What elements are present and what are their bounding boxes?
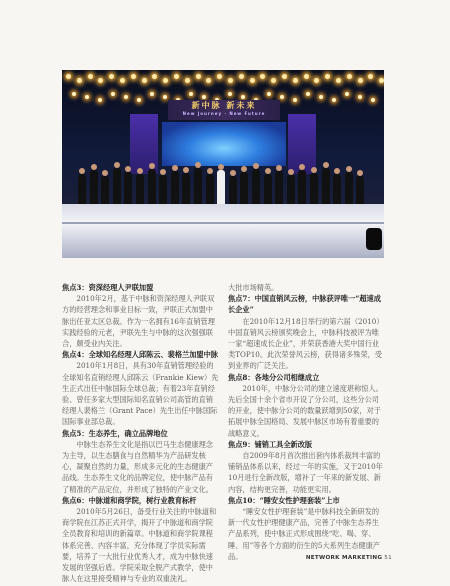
stage-light [142, 78, 147, 83]
person-silhouette [206, 174, 214, 204]
section-body: 2010年1月8日，具有30年直销管理经验的全球知名直销经理人邱陈云（Frankie Kiew）先生正式出任中脉国际全球总裁；有着23年直销经验、曾任多家大型国际知名直销公司高管的直销经理人裴格兰（Grant Pace）先生出任中脉国际国际事业部总裁。 [62, 361, 219, 427]
person-silhouette [322, 168, 330, 204]
section-body: 2010年5月26日，备受行业关注的中脉道和商学院在江苏正式开学，揭开了中脉道和商学院全员教育和培训的新篇章。中脉道和商学院课程体系完善、内容丰富，充分体现了学员实际需要，培养了一大批行业优秀人才，成为中脉快速发展的坚强后盾。学院采取全脱产式教学，使中脉人在这里接受精神与专业的双重洗礼。 [62, 507, 217, 584]
person-silhouette [310, 173, 318, 204]
stage-light [206, 78, 211, 83]
section-heading [62, 428, 220, 439]
stage-light [217, 74, 222, 79]
person-silhouette [101, 176, 109, 204]
section-body: 大批市场精英。 [228, 283, 279, 292]
section-body: 2010年2月，基于中脉和资深经理人尹联双方的经营理念和事业目标一致，尹联正式加盟中脉出任亚太区总裁。作为一名拥有16年直销管理实践经验的元老，尹联先生与中脉的这次强强联合，颇受业内关注。 [62, 294, 215, 349]
section-body: 自2009年8月首次推出套内体系裁判丰富的铺销品体系以来，经过一年的实施，又于2010年10月进行全新改版，增补了一年来的新发展、新内容，结构更完善，功能更实用。 [228, 451, 383, 494]
stage-light [314, 78, 319, 83]
stage-light [124, 95, 128, 99]
person-silhouette [229, 176, 237, 204]
focus-section [228, 372, 386, 439]
focus-section [228, 439, 386, 495]
section-heading [228, 372, 386, 383]
stage-light [185, 78, 190, 83]
stage-light [267, 92, 271, 96]
person-silhouette [333, 174, 341, 204]
person-silhouette [345, 172, 353, 204]
person-silhouette [356, 176, 364, 204]
left-text-column [62, 282, 220, 584]
magazine-name: NETWORK MARKETING [305, 555, 383, 561]
section-heading [62, 282, 220, 293]
section-label: 焦点6： [62, 495, 89, 505]
section-body: “睡安女性护理套装”是中脉科技全新研发的新一代女性护理健康产品，完善了中脉生态养生产品系列，使中脉正式形成围绕“吃、喝、穿、睡、用”等各个方面的衍生的5大系列生态健康产品。 [228, 507, 380, 561]
stage-light [304, 74, 309, 79]
section-heading [228, 439, 386, 450]
section-title: 铺销工具全新改版 [254, 439, 313, 449]
stage-lights-top [62, 74, 384, 88]
section-heading [62, 349, 220, 360]
section-label: 焦点10： [228, 495, 260, 505]
person-silhouette [159, 175, 167, 204]
section-body: 中脉生态养生文化是指以巴马生态健康理念为主导，以生态膳食与自然精华为产品研发核心，凝聚自然的力量，形成多元化的生态健康产品线。生态养生文化的品牌定位，使中脉产品有了精准的产品定位，并形成了独特的产业文化。 [62, 439, 213, 494]
stage-banner [168, 100, 280, 120]
stage-light [202, 95, 206, 99]
person-silhouette [148, 169, 156, 204]
stage-light [347, 74, 352, 79]
stage-light [152, 74, 157, 79]
stage-light [241, 95, 245, 99]
person-silhouette [136, 174, 144, 204]
section-body: 在2010年12月18日举行的第六届（2010）中国直销风云榜颁奖晚会上，中脉科技被评为唯一家“超速成长企业”，并荣获香港大奖中国行业类TOP10。此次荣誉风云榜，获得诸多殊荣，受到业界的广泛关注。 [228, 316, 384, 371]
focus-section [62, 428, 220, 495]
stage-light [72, 92, 76, 96]
section-title: 各地分公司相继成立 [254, 372, 320, 382]
person-silhouette [182, 173, 190, 204]
camera-silhouette [366, 228, 382, 250]
person-silhouette [275, 171, 283, 204]
focus-section [62, 282, 220, 349]
section-title: 生态养生，确立品牌地位 [88, 428, 168, 438]
stage-light [98, 78, 103, 83]
section-label: 焦点5： [62, 428, 89, 438]
person-silhouette [171, 171, 179, 204]
stage-light [325, 74, 330, 79]
stage-light [150, 92, 154, 96]
stage-banner-subtitle: New Journey · New Future [182, 111, 266, 116]
page-number: 51 [384, 555, 392, 561]
section-label: 焦点8： [228, 372, 255, 382]
stage-light [358, 95, 362, 99]
person-silhouette [252, 169, 260, 204]
section-label: 焦点4： [62, 350, 89, 360]
person-silhouette [264, 174, 272, 204]
stage-light [77, 78, 82, 83]
section-label: 焦点9： [228, 439, 255, 449]
stage-light [345, 92, 349, 96]
focus-section [228, 293, 386, 371]
focus-section [62, 495, 220, 585]
section-title: 中脉道和商学院，树行业教育标杆 [88, 495, 197, 505]
section-heading [228, 293, 386, 315]
stage-light [66, 74, 71, 79]
stage-light [163, 95, 167, 99]
section-title: 中国直销风云榜，中脉获评唯一“超速成长企业” [228, 294, 381, 315]
stage-light [293, 78, 298, 83]
stage-light [379, 78, 384, 83]
stage-light [260, 74, 265, 79]
stage-light [336, 78, 341, 83]
person-silhouette [113, 168, 121, 204]
page-footer [306, 555, 392, 561]
stage-light [306, 92, 310, 96]
stage-light [358, 78, 363, 83]
event-photo [62, 70, 384, 258]
stage-light [228, 78, 233, 83]
stage-light [189, 92, 193, 96]
stage-light [137, 98, 141, 102]
person-silhouette [287, 175, 295, 204]
section-body: 2010年，中脉分公司的建立速度堪称惊人。先后全国十余个省市开设了分公司，这些分公司的开业，使中脉分公司的数量跃增到50家，对于拓展中脉全国格局、发展中脉区市场有着重要的战略意义。 [228, 383, 383, 438]
stage-light [98, 98, 102, 102]
section-title: “睡安女性护理套装”上市 [259, 495, 340, 505]
stage-light [163, 78, 168, 83]
stage-light [282, 74, 287, 79]
stage-light [88, 74, 93, 79]
right-text-column [228, 282, 386, 562]
people-on-stage [62, 156, 384, 204]
section-title: 全球知名经理人邱陈云、裴格兰加盟中脉 [88, 350, 218, 360]
stage-light [371, 98, 375, 102]
stage-light [250, 78, 255, 83]
person-silhouette [78, 174, 86, 204]
person-silhouette [194, 168, 202, 204]
focus-section [228, 495, 386, 562]
stage-light [271, 78, 276, 83]
section-title: 资深经理人尹联加盟 [88, 283, 154, 292]
person-silhouette [217, 170, 225, 204]
section-label: 焦点3： [62, 283, 89, 292]
stage-floor [62, 204, 384, 258]
stage-light [239, 74, 244, 79]
section-heading [62, 495, 220, 506]
person-silhouette [124, 172, 132, 204]
stage-banner-title: 新中脉 新未来 [191, 101, 257, 110]
stage-light [85, 95, 89, 99]
stage-light [332, 98, 336, 102]
stage-light [174, 74, 179, 79]
focus-section-continued [228, 282, 386, 293]
stage-light [319, 95, 323, 99]
person-silhouette [298, 170, 306, 204]
stage-light [293, 98, 297, 102]
stage-light [368, 74, 373, 79]
stage-light [109, 74, 114, 79]
section-label: 焦点7： [228, 294, 255, 304]
section-heading [228, 495, 386, 506]
stage-light [111, 92, 115, 96]
stage-light [228, 92, 232, 96]
stage-light [120, 78, 125, 83]
person-silhouette [240, 172, 248, 204]
stage-light [196, 74, 201, 79]
stage-light [280, 95, 284, 99]
stage-light [131, 74, 136, 79]
person-silhouette [90, 170, 98, 204]
focus-section [62, 349, 220, 427]
